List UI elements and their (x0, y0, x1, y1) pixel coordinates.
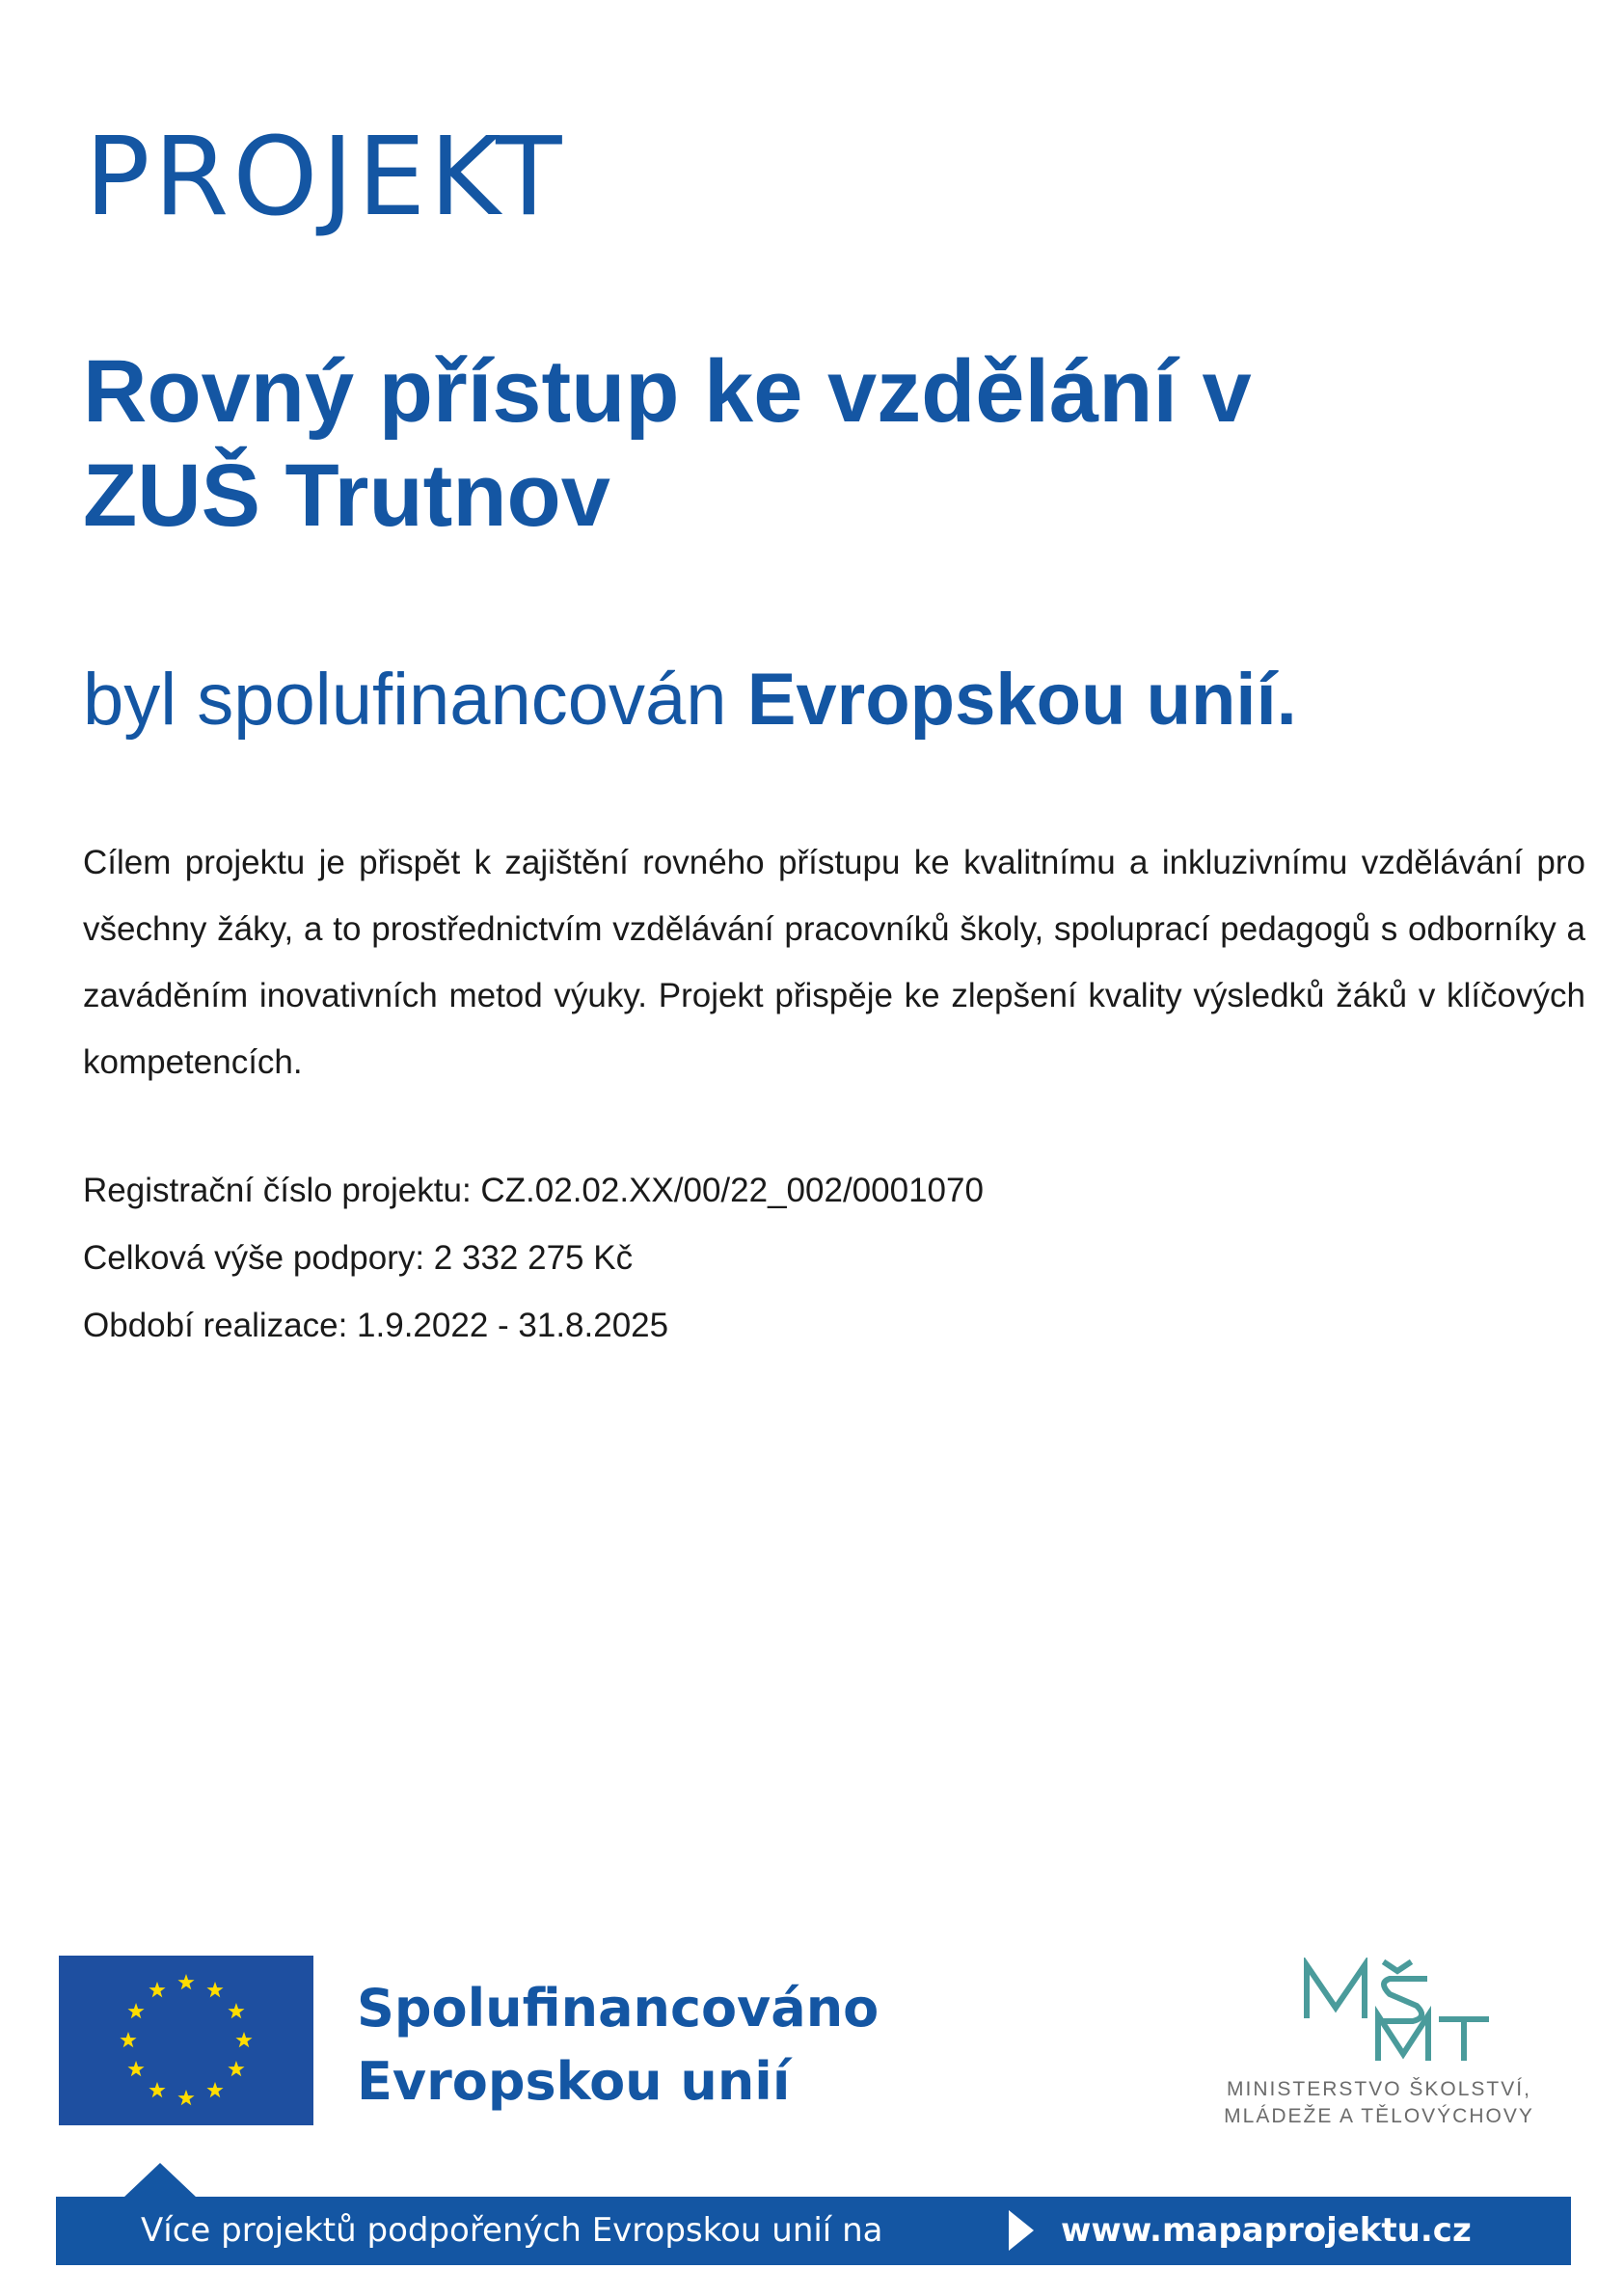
project-title (83, 339, 1433, 548)
cofinanced-prefix: byl spolufinancován (83, 659, 747, 741)
registration-number: Registrační číslo projektu: CZ.02.02.XX/00/22_002/0001070 (83, 1172, 984, 1209)
mapaprojektu-link[interactable]: www.mapaprojektu.cz (1061, 2211, 1472, 2250)
realization-period: Období realizace: 1.9.2022 - 31.8.2025 (83, 1307, 669, 1344)
eu-text-line2: Evropskou unií (357, 2051, 791, 2112)
mapaprojektu-banner[interactable] (56, 2197, 1571, 2265)
banner-notch (123, 2163, 197, 2198)
project-meta (83, 1157, 1433, 1360)
project-title-line1: Rovný přístup ke vzdělání v (83, 342, 1252, 441)
projekt-label: PROJEKT (85, 115, 566, 240)
eu-flag-icon (59, 1956, 313, 2125)
project-title-line2: ZUŠ Trutnov (83, 446, 610, 545)
cofinanced-statement (83, 656, 1529, 744)
msmt-name (1177, 2076, 1582, 2130)
eu-text-line1: Spolufinancováno (357, 1978, 880, 2039)
project-description: Cílem projektu je přispět k zajištění rovného přístupu ke kvalitnímu a inkluzivnímu vzdělávání pro všechny žáky, a to prostřednictvím vzdělávání pracovníků školy, spoluprací pedagogů s odborníky a zaváděním inovativních metod výuky. Projekt přispěje ke zlepšení kvality výsledků žáků v klíčových kompetencích. (83, 844, 1585, 1081)
banner-text: Více projektů podpořených Evropskou unií na (141, 2211, 883, 2250)
play-arrow-icon (1009, 2210, 1034, 2251)
msmt-name-line1: MINISTERSTVO ŠKOLSTVÍ, (1227, 2078, 1531, 2100)
eu-cofinanced-logo-text (357, 1972, 879, 2119)
total-support: Celková výše podpory: 2 332 275 Kč (83, 1239, 634, 1277)
cofinanced-eu: Evropskou unií. (746, 659, 1297, 741)
msmt-logo-icon (1297, 1958, 1490, 2064)
msmt-name-line2: MLÁDEŽE A TĚLOVÝCHOVY (1224, 2105, 1534, 2127)
